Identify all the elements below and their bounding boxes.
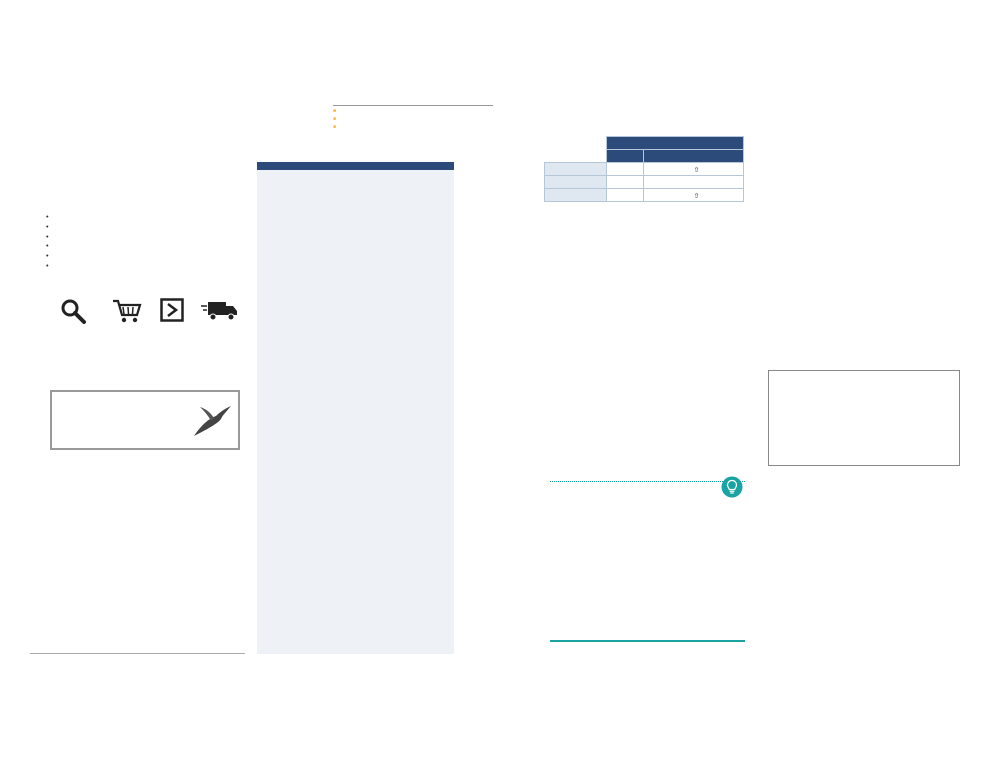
issues-list — [42, 212, 252, 271]
lesson-goal-item — [333, 123, 493, 131]
bullet-icon: ■ — [333, 108, 337, 114]
question-7 — [760, 114, 965, 125]
col-header-year9 — [644, 150, 744, 163]
table-row — [545, 176, 744, 189]
list-item — [42, 251, 252, 261]
list-item — [42, 232, 252, 242]
cell-year9 — [644, 176, 744, 189]
statements-list — [50, 482, 245, 531]
question-1 — [38, 178, 243, 189]
lesson-goals — [333, 104, 493, 131]
lesson-goals-list — [333, 105, 493, 131]
shopping-cart-icon — [112, 298, 142, 324]
statement-item — [50, 521, 245, 531]
writing-skill-intro — [550, 481, 745, 485]
question-5 — [38, 582, 248, 593]
table-row — [545, 163, 744, 176]
bullet-icon: ■ — [333, 116, 337, 122]
row-label — [545, 189, 607, 202]
icon-row — [38, 296, 243, 324]
question-3 — [38, 362, 248, 373]
statement-item — [50, 511, 245, 521]
question-11 — [756, 506, 966, 517]
arrow-up-icon: ⇧ — [693, 192, 700, 200]
question-10 — [756, 481, 966, 492]
arrow-up-icon: ⇧ — [693, 166, 700, 174]
info-box — [50, 390, 240, 450]
cell-year8 — [607, 176, 644, 189]
magnifier-icon — [60, 298, 88, 324]
list-item — [42, 261, 252, 271]
row-label — [545, 163, 607, 176]
lesson-goal-item — [333, 115, 493, 123]
bullet-icon: ■ — [333, 124, 337, 130]
next-button-icon — [160, 298, 184, 322]
statement-item — [50, 482, 245, 492]
question-9 — [760, 302, 965, 313]
cell-year8 — [607, 189, 644, 202]
list-item — [42, 212, 252, 222]
list-item — [42, 241, 252, 251]
question-8 — [760, 237, 965, 248]
lightbulb-icon — [721, 476, 743, 498]
fig2-chart — [544, 224, 744, 424]
cell-year8 — [607, 163, 644, 176]
question-4 — [38, 459, 243, 470]
question-2 — [38, 283, 253, 294]
delivery-truck-icon — [201, 300, 239, 322]
row-label — [545, 176, 607, 189]
task-box — [768, 370, 960, 466]
cell-year9 — [644, 189, 744, 202]
report — [257, 162, 454, 654]
report-title — [257, 162, 454, 170]
cell-year9 — [644, 163, 744, 176]
question-6 — [544, 431, 744, 442]
table-group-header — [607, 137, 744, 150]
col-header-year8 — [607, 150, 644, 163]
swift-bird-icon — [192, 404, 232, 438]
divider — [30, 653, 245, 654]
right-page — [500, 0, 1000, 773]
statement-item — [50, 492, 245, 502]
fig1-table — [544, 136, 744, 202]
report-sections — [257, 170, 454, 178]
question-12 — [756, 582, 966, 593]
statement-item — [50, 501, 245, 511]
list-item — [42, 222, 252, 232]
writing-skill-box — [550, 476, 745, 642]
table-row — [545, 189, 744, 202]
lesson-goal-item — [333, 107, 493, 115]
